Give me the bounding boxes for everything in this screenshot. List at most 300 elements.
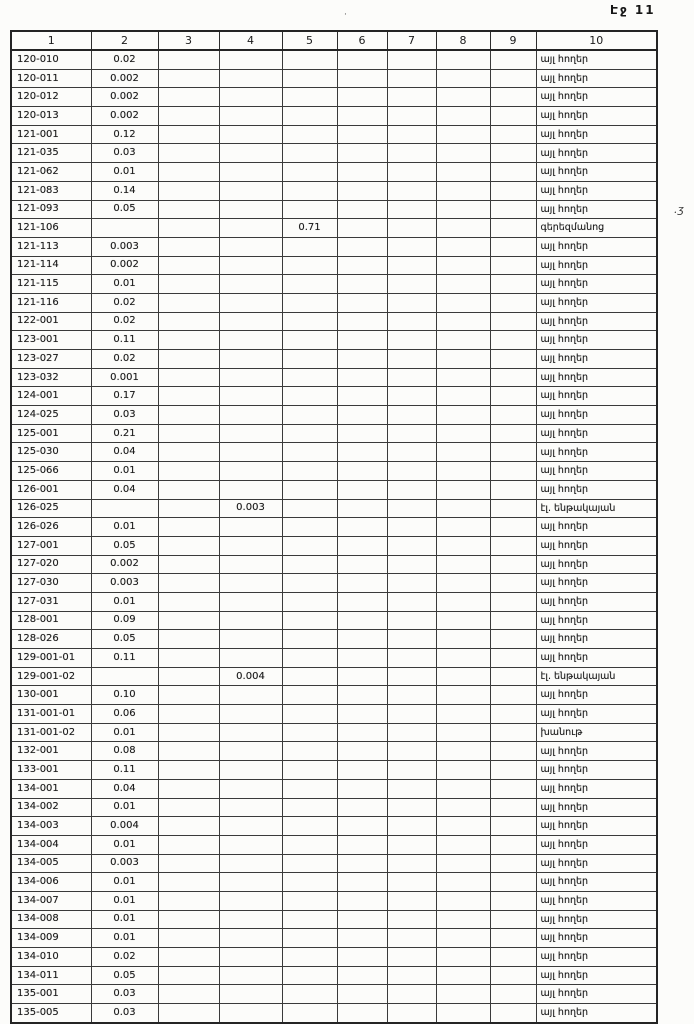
value-cell [436, 705, 490, 724]
value-cell [436, 518, 490, 537]
value-cell [490, 854, 536, 873]
parcel-code-cell: 123-027 [11, 350, 91, 369]
value-cell [282, 705, 337, 724]
value-cell [219, 518, 282, 537]
value-cell [337, 331, 387, 350]
value-cell [337, 910, 387, 929]
table-row [11, 499, 657, 518]
land-use-cell: էլ. ենթակայան [536, 667, 657, 686]
value-cell [337, 518, 387, 537]
land-use-cell: այլ հողեր [536, 817, 657, 836]
value-cell [158, 88, 219, 107]
value-cell [158, 873, 219, 892]
value-cell [490, 107, 536, 126]
value-cell [282, 948, 337, 967]
value-cell [387, 50, 436, 69]
value-cell [490, 779, 536, 798]
value-cell [490, 761, 536, 780]
value-cell [436, 462, 490, 481]
value-cell [436, 686, 490, 705]
value-cell [490, 181, 536, 200]
value-cell [219, 275, 282, 294]
value-cell [387, 630, 436, 649]
parcel-code-cell: 121-093 [11, 200, 91, 219]
parcel-code-cell: 131-001-01 [11, 705, 91, 724]
parcel-code-cell: 134-002 [11, 798, 91, 817]
value-cell [282, 779, 337, 798]
value-cell [158, 649, 219, 668]
value-cell: 0.01 [91, 910, 158, 929]
value-cell [436, 630, 490, 649]
value-cell [158, 854, 219, 873]
value-cell: 0.01 [91, 592, 158, 611]
value-cell [436, 835, 490, 854]
value-cell [387, 293, 436, 312]
value-cell [387, 144, 436, 163]
value-cell [490, 480, 536, 499]
value-cell: 0.002 [91, 107, 158, 126]
value-cell [337, 779, 387, 798]
value-cell [158, 536, 219, 555]
value-cell [282, 611, 337, 630]
value-cell: 0.04 [91, 480, 158, 499]
value-cell [158, 630, 219, 649]
value-cell [387, 910, 436, 929]
land-use-cell: այլ հողեր [536, 368, 657, 387]
value-cell [436, 219, 490, 238]
value-cell [337, 891, 387, 910]
table-row [11, 574, 657, 593]
value-cell [219, 462, 282, 481]
table-row [11, 835, 657, 854]
value-cell [158, 181, 219, 200]
value-cell [490, 69, 536, 88]
value-cell [219, 107, 282, 126]
value-cell [91, 499, 158, 518]
value-cell [282, 237, 337, 256]
parcel-code-cell: 125-001 [11, 424, 91, 443]
value-cell [337, 200, 387, 219]
value-cell [282, 368, 337, 387]
value-cell [158, 910, 219, 929]
value-cell [158, 312, 219, 331]
value-cell [219, 163, 282, 182]
value-cell [158, 368, 219, 387]
value-cell [490, 256, 536, 275]
parcel-code-cell: 121-001 [11, 125, 91, 144]
land-use-cell: այլ հողեր [536, 891, 657, 910]
value-cell [282, 293, 337, 312]
parcel-code-cell: 135-001 [11, 985, 91, 1004]
value-cell: 0.05 [91, 966, 158, 985]
value-cell [158, 163, 219, 182]
parcel-code-cell: 121-115 [11, 275, 91, 294]
value-cell [282, 649, 337, 668]
table-row [11, 948, 657, 967]
value-cell [219, 406, 282, 425]
value-cell: 0.004 [219, 667, 282, 686]
value-cell [490, 611, 536, 630]
value-cell [490, 817, 536, 836]
value-cell [490, 88, 536, 107]
value-cell [337, 817, 387, 836]
land-use-cell: այլ հողեր [536, 611, 657, 630]
value-cell [436, 649, 490, 668]
value-cell [282, 107, 337, 126]
value-cell [490, 50, 536, 69]
value-cell [490, 368, 536, 387]
value-cell [387, 686, 436, 705]
column-header: 10 [536, 31, 657, 50]
table-row [11, 667, 657, 686]
value-cell [387, 406, 436, 425]
value-cell [282, 181, 337, 200]
table-row [11, 761, 657, 780]
value-cell: 0.11 [91, 761, 158, 780]
value-cell [387, 929, 436, 948]
value-cell [387, 163, 436, 182]
value-cell [490, 312, 536, 331]
table-row [11, 424, 657, 443]
value-cell: 0.003 [91, 854, 158, 873]
value-cell [158, 200, 219, 219]
table-row [11, 592, 657, 611]
value-cell [337, 649, 387, 668]
parcel-code-cell: 134-003 [11, 817, 91, 836]
value-cell [436, 667, 490, 686]
column-header: 9 [490, 31, 536, 50]
value-cell: 0.01 [91, 275, 158, 294]
value-cell: 0.09 [91, 611, 158, 630]
value-cell [158, 1004, 219, 1023]
value-cell: 0.08 [91, 742, 158, 761]
parcel-code-cell: 134-004 [11, 835, 91, 854]
table-row [11, 237, 657, 256]
land-use-cell: այլ հողեր [536, 107, 657, 126]
land-parcel-table [10, 30, 658, 1024]
scan-noise-mark: · [344, 10, 347, 20]
value-cell [282, 518, 337, 537]
value-cell [337, 237, 387, 256]
land-use-cell: այլ հողեր [536, 761, 657, 780]
value-cell [490, 910, 536, 929]
value-cell [337, 499, 387, 518]
land-use-cell: այլ հողեր [536, 779, 657, 798]
value-cell [219, 331, 282, 350]
value-cell [436, 761, 490, 780]
value-cell [282, 69, 337, 88]
land-use-cell: այլ հողեր [536, 518, 657, 537]
value-cell [219, 350, 282, 369]
value-cell: 0.05 [91, 536, 158, 555]
value-cell: 0.10 [91, 686, 158, 705]
land-use-cell: այլ հողեր [536, 555, 657, 574]
table-row [11, 368, 657, 387]
table-row [11, 985, 657, 1004]
parcel-code-cell: 121-062 [11, 163, 91, 182]
value-cell [387, 312, 436, 331]
value-cell [436, 948, 490, 967]
value-cell [158, 462, 219, 481]
value-cell [436, 574, 490, 593]
value-cell: 0.01 [91, 462, 158, 481]
parcel-code-cell: 134-006 [11, 873, 91, 892]
handwritten-margin-scribble: .ʒ [674, 203, 684, 216]
value-cell [490, 592, 536, 611]
parcel-code-cell: 126-026 [11, 518, 91, 537]
value-cell [436, 368, 490, 387]
value-cell [436, 350, 490, 369]
land-use-cell: այլ հողեր [536, 50, 657, 69]
parcel-code-cell: 120-010 [11, 50, 91, 69]
parcel-code-cell: 131-001-02 [11, 723, 91, 742]
table-row [11, 518, 657, 537]
value-cell [282, 574, 337, 593]
value-cell [436, 443, 490, 462]
land-use-cell: այլ հողեր [536, 705, 657, 724]
value-cell [436, 817, 490, 836]
value-cell [387, 462, 436, 481]
parcel-code-cell: 123-032 [11, 368, 91, 387]
table-row [11, 144, 657, 163]
land-use-cell: այլ հողեր [536, 237, 657, 256]
value-cell [219, 723, 282, 742]
value-cell [337, 163, 387, 182]
value-cell [436, 387, 490, 406]
value-cell [387, 985, 436, 1004]
table-row [11, 443, 657, 462]
value-cell [387, 368, 436, 387]
value-cell [436, 256, 490, 275]
value-cell [219, 387, 282, 406]
value-cell [282, 387, 337, 406]
table-row [11, 312, 657, 331]
value-cell [436, 125, 490, 144]
parcel-code-cell: 134-011 [11, 966, 91, 985]
parcel-code-cell: 125-030 [11, 443, 91, 462]
land-use-cell: այլ հողեր [536, 966, 657, 985]
value-cell [490, 630, 536, 649]
parcel-code-cell: 134-007 [11, 891, 91, 910]
value-cell [436, 331, 490, 350]
parcel-code-cell: 128-026 [11, 630, 91, 649]
table-row [11, 798, 657, 817]
land-use-cell: այլ հողեր [536, 574, 657, 593]
value-cell [337, 723, 387, 742]
value-cell: 0.71 [282, 219, 337, 238]
value-cell [282, 723, 337, 742]
value-cell [337, 69, 387, 88]
table-row [11, 555, 657, 574]
table-row [11, 723, 657, 742]
value-cell [282, 798, 337, 817]
value-cell [490, 705, 536, 724]
value-cell [436, 293, 490, 312]
value-cell [436, 107, 490, 126]
value-cell [337, 181, 387, 200]
parcel-code-cell: 128-001 [11, 611, 91, 630]
value-cell [337, 480, 387, 499]
value-cell [158, 293, 219, 312]
value-cell [282, 424, 337, 443]
value-cell [158, 256, 219, 275]
value-cell [490, 742, 536, 761]
column-header: 7 [387, 31, 436, 50]
value-cell [219, 985, 282, 1004]
value-cell [219, 555, 282, 574]
land-use-cell: այլ հողեր [536, 630, 657, 649]
value-cell [490, 424, 536, 443]
land-use-cell: խանութ [536, 723, 657, 742]
value-cell [387, 237, 436, 256]
land-use-cell: այլ հողեր [536, 387, 657, 406]
value-cell [387, 761, 436, 780]
value-cell [436, 929, 490, 948]
parcel-code-cell: 121-083 [11, 181, 91, 200]
table-row [11, 69, 657, 88]
value-cell [219, 293, 282, 312]
value-cell [219, 873, 282, 892]
table-row [11, 779, 657, 798]
value-cell [490, 723, 536, 742]
value-cell [219, 929, 282, 948]
value-cell [158, 592, 219, 611]
value-cell [219, 611, 282, 630]
value-cell [387, 275, 436, 294]
value-cell [490, 835, 536, 854]
value-cell: 0.03 [91, 985, 158, 1004]
value-cell [282, 125, 337, 144]
value-cell [219, 256, 282, 275]
value-cell [158, 518, 219, 537]
value-cell: 0.02 [91, 312, 158, 331]
value-cell [158, 574, 219, 593]
land-use-cell: այլ հողեր [536, 536, 657, 555]
value-cell [387, 536, 436, 555]
value-cell [337, 107, 387, 126]
value-cell [158, 966, 219, 985]
land-use-cell: այլ հողեր [536, 480, 657, 499]
value-cell: 0.02 [91, 293, 158, 312]
table-row [11, 219, 657, 238]
value-cell [490, 1004, 536, 1023]
column-header: 2 [91, 31, 158, 50]
land-use-cell: այլ հողեր [536, 331, 657, 350]
value-cell [387, 181, 436, 200]
value-cell [158, 69, 219, 88]
parcel-code-cell: 125-066 [11, 462, 91, 481]
parcel-code-cell: 122-001 [11, 312, 91, 331]
value-cell [436, 50, 490, 69]
parcel-code-cell: 121-106 [11, 219, 91, 238]
value-cell [387, 798, 436, 817]
value-cell [158, 817, 219, 836]
value-cell: 0.01 [91, 873, 158, 892]
value-cell [337, 88, 387, 107]
table-row [11, 387, 657, 406]
value-cell: 0.002 [91, 69, 158, 88]
land-use-cell: այլ հողեր [536, 181, 657, 200]
value-cell [219, 705, 282, 724]
value-cell [282, 929, 337, 948]
land-use-cell: այլ հողեր [536, 854, 657, 873]
value-cell [219, 237, 282, 256]
value-cell [337, 985, 387, 1004]
value-cell: 0.04 [91, 779, 158, 798]
value-cell [337, 555, 387, 574]
value-cell [282, 443, 337, 462]
value-cell [282, 985, 337, 1004]
value-cell [282, 256, 337, 275]
value-cell [158, 499, 219, 518]
parcel-code-cell: 126-001 [11, 480, 91, 499]
value-cell [158, 686, 219, 705]
value-cell [490, 667, 536, 686]
value-cell: 0.03 [91, 1004, 158, 1023]
value-cell [282, 555, 337, 574]
value-cell [337, 1004, 387, 1023]
value-cell [387, 611, 436, 630]
value-cell [219, 144, 282, 163]
value-cell [158, 406, 219, 425]
value-cell [282, 331, 337, 350]
value-cell [282, 499, 337, 518]
value-cell: 0.002 [91, 555, 158, 574]
land-use-cell: այլ հողեր [536, 462, 657, 481]
land-use-cell: այլ հողեր [536, 798, 657, 817]
parcel-code-cell: 127-020 [11, 555, 91, 574]
parcel-code-cell: 120-012 [11, 88, 91, 107]
value-cell: 0.003 [219, 499, 282, 518]
land-use-cell: այլ հողեր [536, 592, 657, 611]
value-cell: 0.01 [91, 163, 158, 182]
value-cell: 0.05 [91, 200, 158, 219]
value-cell [158, 331, 219, 350]
table-row [11, 293, 657, 312]
value-cell [158, 723, 219, 742]
value-cell: 0.11 [91, 331, 158, 350]
value-cell [337, 312, 387, 331]
land-use-cell: այլ հողեր [536, 293, 657, 312]
value-cell: 0.01 [91, 798, 158, 817]
value-cell [158, 761, 219, 780]
table-row [11, 200, 657, 219]
value-cell [436, 406, 490, 425]
parcel-code-cell: 124-001 [11, 387, 91, 406]
value-cell [337, 256, 387, 275]
value-cell [436, 88, 490, 107]
value-cell: 0.003 [91, 574, 158, 593]
value-cell [387, 574, 436, 593]
value-cell [436, 237, 490, 256]
value-cell [219, 910, 282, 929]
column-header: 4 [219, 31, 282, 50]
value-cell [337, 219, 387, 238]
table-row [11, 275, 657, 294]
land-use-cell: այլ հողեր [536, 163, 657, 182]
value-cell [436, 499, 490, 518]
value-cell [219, 125, 282, 144]
value-cell [490, 163, 536, 182]
value-cell [219, 761, 282, 780]
value-cell [337, 144, 387, 163]
value-cell [387, 873, 436, 892]
value-cell [337, 424, 387, 443]
value-cell [337, 368, 387, 387]
table-row [11, 331, 657, 350]
table-row [11, 256, 657, 275]
value-cell: 0.03 [91, 406, 158, 425]
